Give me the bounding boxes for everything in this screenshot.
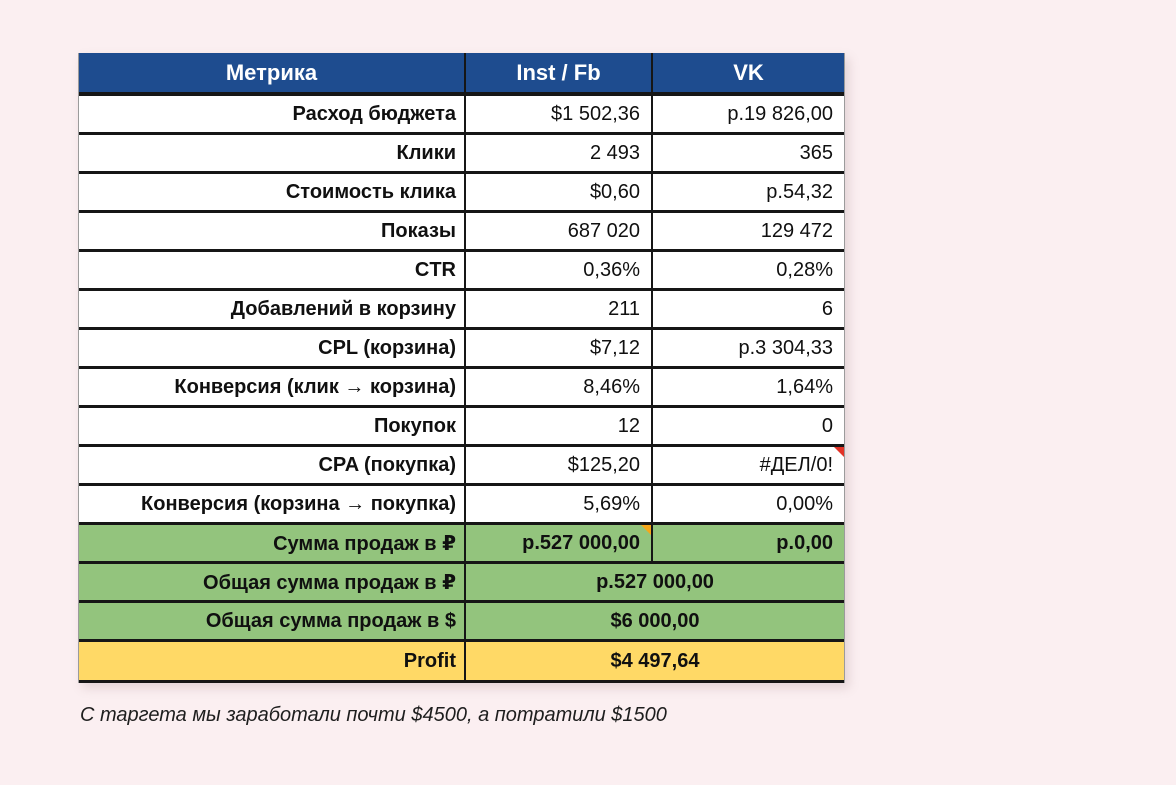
note-corner-icon <box>641 525 651 535</box>
table-row <box>79 135 844 174</box>
vk-value: 1,64% <box>651 369 844 405</box>
table-row <box>79 96 844 135</box>
vk-value: р.54,32 <box>651 174 844 210</box>
metric-label: Клики <box>396 141 456 164</box>
metric-label: Конверсия (клик → корзина) <box>174 375 456 398</box>
metric-label: Добавлений в корзину <box>230 297 456 320</box>
table-row <box>79 213 844 252</box>
instfb-value: $1 502,36 <box>464 96 651 132</box>
error-text: #ДЕЛ/0! <box>759 453 833 476</box>
instfb-value: $0,60 <box>464 174 651 210</box>
metric-label: Показы <box>381 219 456 242</box>
instfb-value: 687 020 <box>464 213 651 249</box>
header-instfb: Inst / Fb <box>464 53 651 92</box>
profit-label: Profit <box>403 649 456 672</box>
table-row <box>79 174 844 213</box>
metric-label: CTR <box>414 258 456 281</box>
header-vk: VK <box>651 53 844 92</box>
instfb-value: 8,46% <box>464 369 651 405</box>
metric-label: Сумма продаж в ₽ <box>273 532 456 555</box>
caption-text: С таргета мы заработали почти $4500, а потратили $1500 <box>80 704 667 726</box>
vk-value: 0,28% <box>651 252 844 288</box>
table-row <box>79 408 844 447</box>
total-usd-value: $6 000,00 <box>464 603 844 639</box>
metric-label: Общая сумма продаж в $ <box>205 609 456 632</box>
table-row <box>79 330 844 369</box>
table-row <box>79 252 844 291</box>
instfb-value <box>464 525 651 561</box>
metric-label: Общая сумма продаж в ₽ <box>203 571 456 594</box>
vk-value: р.19 826,00 <box>651 96 844 132</box>
instfb-value: $7,12 <box>464 330 651 366</box>
vk-value: р.0,00 <box>651 525 844 561</box>
table-row-cpa <box>79 447 844 486</box>
instfb-value: 12 <box>464 408 651 444</box>
metric-label: CPA (покупка) <box>318 453 456 476</box>
table-row-total-usd <box>79 603 844 642</box>
vk-value: 365 <box>651 135 844 171</box>
table-row-profit <box>79 642 844 683</box>
table-row-total-rub <box>79 564 844 603</box>
vk-value: р.3 304,33 <box>651 330 844 366</box>
instfb-value: 2 493 <box>464 135 651 171</box>
sales-rub-instfb-text: р.527 000,00 <box>522 531 640 554</box>
instfb-value: 211 <box>464 291 651 327</box>
table-header-row <box>79 53 844 96</box>
vk-value: 6 <box>651 291 844 327</box>
metric-label: Стоимость клика <box>285 180 456 203</box>
instfb-value: $125,20 <box>464 447 651 483</box>
total-rub-value: р.527 000,00 <box>464 564 844 600</box>
metric-label: Расход бюджета <box>292 102 456 125</box>
metrics-table <box>78 53 845 683</box>
vk-value: 0,00% <box>651 486 844 522</box>
table-row-sales-rub <box>79 525 844 564</box>
vk-value-error <box>651 447 844 483</box>
metric-label: Покупок <box>373 414 456 437</box>
error-corner-icon <box>834 447 844 457</box>
header-metric: Метрика <box>225 59 318 85</box>
table-row <box>79 369 844 408</box>
table-row <box>79 291 844 330</box>
instfb-value: 5,69% <box>464 486 651 522</box>
instfb-value: 0,36% <box>464 252 651 288</box>
metric-label: Конверсия (корзина → покупка) <box>141 492 456 515</box>
metric-label: CPL (корзина) <box>318 336 456 359</box>
vk-value: 129 472 <box>651 213 844 249</box>
vk-value: 0 <box>651 408 844 444</box>
table-row <box>79 486 844 525</box>
profit-value: $4 497,64 <box>464 642 844 680</box>
